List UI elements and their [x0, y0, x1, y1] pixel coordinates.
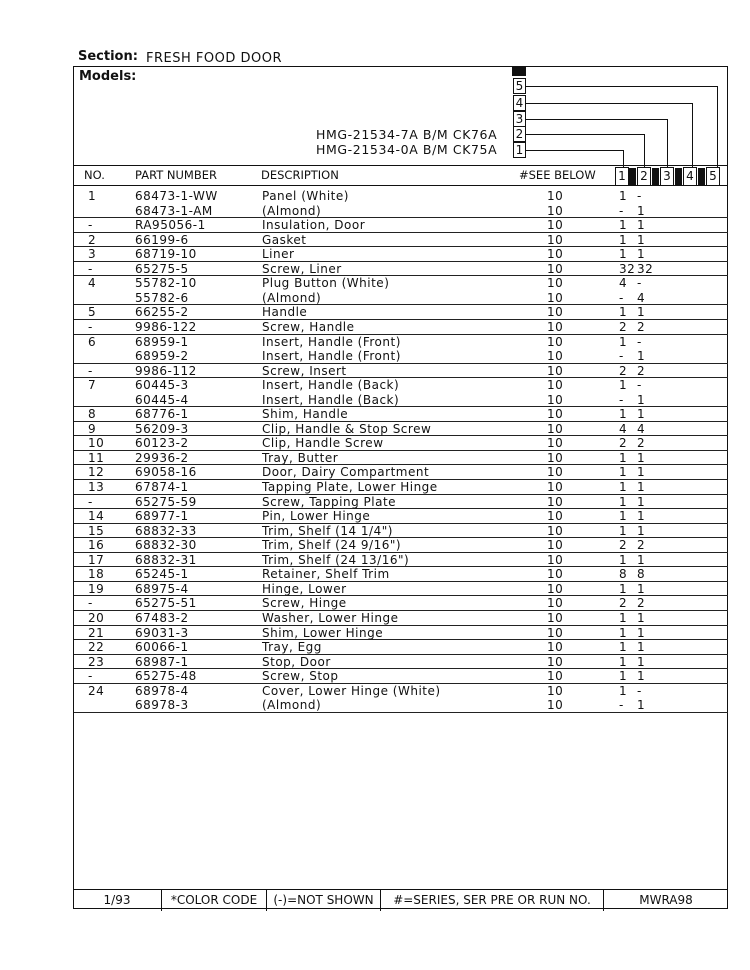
description: Shim, Handle	[262, 407, 349, 422]
table-row	[74, 509, 728, 524]
series-box-5: 5	[513, 78, 526, 94]
item-number: 2	[88, 232, 97, 247]
header-bottom-rule	[74, 185, 728, 186]
table-row	[74, 538, 728, 553]
table-row	[74, 451, 728, 466]
series-2-qty: 1	[637, 349, 646, 364]
series-1-qty: 4	[619, 421, 628, 436]
series-2-qty: 1	[637, 581, 646, 596]
series-1-qty: 2	[619, 319, 628, 334]
series-2-qty: 1	[637, 392, 646, 407]
part-number: 55782-6	[135, 290, 189, 305]
description: Stop, Door	[262, 654, 331, 669]
item-number: 3	[88, 247, 97, 262]
series-2-qty: 8	[637, 567, 646, 582]
table-row	[74, 218, 728, 233]
see-below: 10	[547, 465, 564, 480]
footer-bar	[73, 889, 728, 911]
see-below: 10	[547, 218, 564, 233]
see-below: 10	[547, 480, 564, 494]
see-below: 10	[547, 509, 564, 524]
table-row	[74, 655, 728, 670]
description: Screw, Tapping Plate	[262, 494, 397, 509]
series-1-qty: 1	[619, 218, 628, 233]
footer-series-note: #=SERIES, SER PRE OR RUN NO.	[381, 890, 604, 911]
series-1-qty: -	[619, 290, 624, 305]
part-number: 68978-3	[135, 698, 189, 713]
series-2-qty: 1	[637, 640, 646, 655]
part-number: 68776-1	[135, 407, 189, 422]
see-below: 10	[547, 378, 564, 393]
series-2-qty: 4	[637, 290, 646, 305]
series-2-qty: 2	[637, 363, 646, 378]
item-number: 8	[88, 407, 97, 422]
description: Retainer, Shelf Trim	[262, 567, 390, 582]
table-row	[74, 626, 728, 641]
item-number: 15	[88, 523, 105, 538]
series-2-qty: -	[637, 334, 642, 349]
series-2-qty: 32	[637, 261, 654, 276]
models-label: Models:	[79, 69, 137, 84]
section-title: FRESH FOOD DOOR	[146, 51, 282, 66]
series-1-qty: 1	[619, 465, 628, 480]
item-number: 23	[88, 654, 105, 669]
table-row	[74, 524, 728, 539]
part-number: 68719-10	[135, 247, 197, 262]
table-row	[74, 393, 728, 408]
series-2-qty: 1	[637, 625, 646, 640]
table-row	[74, 262, 728, 277]
part-number: 68959-1	[135, 334, 189, 349]
table-row	[74, 596, 728, 611]
table-row	[74, 247, 728, 262]
item-number: 17	[88, 552, 105, 567]
description: Trim, Shelf (14 1/4")	[262, 523, 393, 538]
series-2-qty: 2	[637, 538, 646, 553]
series-column-divider	[675, 168, 682, 185]
part-number: 68977-1	[135, 509, 189, 524]
description: Screw, Hinge	[262, 596, 347, 611]
table-row	[74, 364, 728, 379]
series-1-qty: 2	[619, 596, 628, 611]
table-row	[74, 669, 728, 684]
series-2-qty: 1	[637, 494, 646, 509]
series-1-qty: 1	[619, 625, 628, 640]
series-2-qty: -	[637, 276, 642, 291]
series-1-qty: 1	[619, 450, 628, 465]
series-1-qty: 1	[619, 610, 628, 625]
series-1-qty: 4	[619, 276, 628, 291]
see-below: 10	[547, 538, 564, 553]
series-2-qty: 1	[637, 407, 646, 422]
description: (Almond)	[262, 203, 322, 218]
part-number: 66255-2	[135, 305, 189, 320]
series-box-3: 3	[513, 111, 526, 127]
description: Insulation, Door	[262, 218, 366, 233]
series-column-2: 2	[637, 167, 651, 186]
series-2-qty: 1	[637, 669, 646, 684]
series-2-qty: 1	[637, 232, 646, 247]
table-row	[74, 465, 728, 480]
table-row	[74, 553, 728, 568]
see-below: 10	[547, 276, 564, 291]
description: Screw, Insert	[262, 363, 347, 378]
see-below: 10	[547, 392, 564, 407]
series-2-qty: 2	[637, 596, 646, 611]
part-number: 65275-59	[135, 494, 197, 509]
series-1-qty: 1	[619, 654, 628, 669]
table-row	[74, 698, 728, 713]
item-number: -	[88, 363, 93, 378]
part-number: 68832-30	[135, 538, 197, 553]
part-number: 68978-4	[135, 683, 189, 698]
see-below: 10	[547, 363, 564, 378]
series-1-qty: 1	[619, 494, 628, 509]
part-number: 56209-3	[135, 421, 189, 436]
description: Clip, Handle & Stop Screw	[262, 421, 432, 436]
see-below: 10	[547, 232, 564, 247]
description: Panel (White)	[262, 189, 349, 203]
see-below: 10	[547, 319, 564, 334]
column-header-see-below: #SEE BELOW	[519, 168, 596, 182]
part-number: 68473-1-WW	[135, 189, 218, 203]
series-1-qty: 1	[619, 378, 628, 393]
table-row	[74, 640, 728, 655]
description: Trim, Shelf (24 13/16")	[262, 552, 410, 567]
series-1-qty: 1	[619, 581, 628, 596]
see-below: 10	[547, 698, 564, 713]
part-number: 60445-3	[135, 378, 189, 393]
series-1-qty: -	[619, 349, 624, 364]
part-number: 68832-31	[135, 552, 197, 567]
series-2-qty: 1	[637, 610, 646, 625]
series-1-qty: 8	[619, 567, 628, 582]
see-below: 10	[547, 596, 564, 611]
series-1-qty: 1	[619, 669, 628, 684]
description: Door, Dairy Compartment	[262, 465, 430, 480]
header-top-rule	[74, 165, 728, 166]
description: Tray, Egg	[262, 640, 322, 655]
item-number: -	[88, 319, 93, 334]
description: Insert, Handle (Back)	[262, 392, 400, 407]
series-column-divider	[629, 168, 636, 185]
description: Cover, Lower Hinge (White)	[262, 683, 441, 698]
item-number: 10	[88, 436, 105, 451]
series-1-qty: 1	[619, 334, 628, 349]
description: Tray, Butter	[262, 450, 339, 465]
model-line-1: HMG-21534-7A B/M CK76A	[316, 127, 498, 142]
description: Insert, Handle (Front)	[262, 349, 401, 364]
series-1-qty: -	[619, 392, 624, 407]
item-number: 9	[88, 421, 97, 436]
series-2-qty: 1	[637, 450, 646, 465]
series-1-qty: 32	[619, 261, 636, 276]
description: Gasket	[262, 232, 307, 247]
series-1-qty: 2	[619, 538, 628, 553]
footer-color-code: *COLOR CODE	[162, 890, 267, 911]
table-row	[74, 611, 728, 626]
description: Washer, Lower Hinge	[262, 610, 399, 625]
item-number: 14	[88, 509, 105, 524]
series-2-qty: 2	[637, 436, 646, 451]
series-2-qty: 1	[637, 523, 646, 538]
description: Clip, Handle Screw	[262, 436, 384, 451]
see-below: 10	[547, 261, 564, 276]
series-2-qty: -	[637, 189, 642, 203]
item-number: 18	[88, 567, 105, 582]
part-number: 68832-33	[135, 523, 197, 538]
item-number: 19	[88, 581, 105, 596]
part-number: 67874-1	[135, 480, 189, 494]
item-number: 4	[88, 276, 97, 291]
description: Screw, Liner	[262, 261, 342, 276]
series-column-divider	[652, 168, 659, 185]
part-number: 29936-2	[135, 450, 189, 465]
series-1-qty: 1	[619, 509, 628, 524]
item-number: 24	[88, 683, 105, 698]
series-2-qty: 1	[637, 552, 646, 567]
see-below: 10	[547, 610, 564, 625]
see-below: 10	[547, 349, 564, 364]
section-label: Section:	[78, 49, 138, 64]
item-number: 5	[88, 305, 97, 320]
series-2-qty: 1	[637, 247, 646, 262]
column-header-no: NO.	[84, 168, 105, 182]
series-1-qty: 1	[619, 552, 628, 567]
description: Tapping Plate, Lower Hinge	[262, 480, 438, 494]
see-below: 10	[547, 290, 564, 305]
series-column-3: 3	[660, 167, 674, 186]
series-2-qty: 1	[637, 465, 646, 480]
part-number: 68959-2	[135, 349, 189, 364]
part-number: 68975-4	[135, 581, 189, 596]
series-1-qty: 1	[619, 683, 628, 698]
see-below: 10	[547, 436, 564, 451]
footer-date: 1/93	[73, 890, 162, 911]
series-1-qty: 1	[619, 480, 628, 494]
table-row	[74, 204, 728, 219]
item-number: 6	[88, 334, 97, 349]
series-1-qty: 1	[619, 640, 628, 655]
series-1-qty: 1	[619, 407, 628, 422]
item-number: -	[88, 261, 93, 276]
see-below: 10	[547, 669, 564, 684]
series-1-qty: 2	[619, 436, 628, 451]
series-1-qty: -	[619, 698, 624, 713]
series-box-2: 2	[513, 126, 526, 142]
see-below: 10	[547, 450, 564, 465]
series-2-qty: 1	[637, 305, 646, 320]
series-1-qty: 1	[619, 189, 628, 203]
see-below: 10	[547, 247, 564, 262]
description: Pin, Lower Hinge	[262, 509, 371, 524]
part-number: 65275-5	[135, 261, 189, 276]
description: Trim, Shelf (24 9/16")	[262, 538, 402, 553]
part-number: 65275-48	[135, 669, 197, 684]
column-header-description: DESCRIPTION	[261, 168, 339, 182]
part-number: 65245-1	[135, 567, 189, 582]
table-row	[74, 422, 728, 437]
item-number: 11	[88, 450, 105, 465]
table-row	[74, 684, 728, 699]
description: Liner	[262, 247, 295, 262]
description: Handle	[262, 305, 308, 320]
series-1-qty: 2	[619, 363, 628, 378]
item-number: -	[88, 596, 93, 611]
series-1-qty: 1	[619, 523, 628, 538]
table-row	[74, 480, 728, 495]
item-number: 7	[88, 378, 97, 393]
series-2-qty: 2	[637, 319, 646, 334]
series-column-5: 5	[706, 167, 720, 186]
table-row	[74, 582, 728, 597]
description: Insert, Handle (Back)	[262, 378, 400, 393]
series-2-qty: 1	[637, 480, 646, 494]
part-number: 68987-1	[135, 654, 189, 669]
series-column-divider	[698, 168, 705, 185]
part-number: 69031-3	[135, 625, 189, 640]
series-1-qty: 1	[619, 232, 628, 247]
table-row	[74, 436, 728, 451]
series-2-qty: 1	[637, 509, 646, 524]
series-1-qty: -	[619, 203, 624, 218]
series-1-qty: 1	[619, 305, 628, 320]
table-row	[74, 320, 728, 335]
item-number: 20	[88, 610, 105, 625]
description: Screw, Handle	[262, 319, 355, 334]
series-2-qty: 1	[637, 654, 646, 669]
table-row	[74, 567, 728, 582]
series-column-1: 1	[615, 167, 629, 186]
see-below: 10	[547, 407, 564, 422]
see-below: 10	[547, 567, 564, 582]
series-2-qty: 4	[637, 421, 646, 436]
see-below: 10	[547, 494, 564, 509]
item-number: 13	[88, 480, 105, 494]
series-2-qty: -	[637, 683, 642, 698]
series-box-1: 1	[513, 142, 526, 158]
part-number: 68473-1-AM	[135, 203, 213, 218]
series-box-4: 4	[513, 95, 526, 111]
see-below: 10	[547, 305, 564, 320]
footer-document-code: MWRA98	[639, 893, 693, 907]
see-below: 10	[547, 640, 564, 655]
series-column-4: 4	[683, 167, 697, 186]
description: (Almond)	[262, 698, 322, 713]
see-below: 10	[547, 581, 564, 596]
series-1-qty: 1	[619, 247, 628, 262]
see-below: 10	[547, 421, 564, 436]
see-below: 10	[547, 683, 564, 698]
table-row	[74, 349, 728, 364]
table-row	[74, 305, 728, 320]
part-number: 67483-2	[135, 610, 189, 625]
part-number: 9986-122	[135, 319, 197, 334]
see-below: 10	[547, 625, 564, 640]
see-below: 10	[547, 552, 564, 567]
item-number: -	[88, 669, 93, 684]
series-2-qty: 1	[637, 698, 646, 713]
part-number: 66199-6	[135, 232, 189, 247]
item-number: 21	[88, 625, 105, 640]
see-below: 10	[547, 189, 564, 203]
see-below: 10	[547, 334, 564, 349]
table-row	[74, 407, 728, 422]
table-row	[74, 378, 728, 393]
table-row	[74, 276, 728, 291]
part-number: 65275-51	[135, 596, 197, 611]
description: (Almond)	[262, 290, 322, 305]
series-box-marker	[512, 66, 526, 76]
table-row	[74, 233, 728, 248]
series-2-qty: 1	[637, 218, 646, 233]
part-number: 69058-16	[135, 465, 197, 480]
column-header-part-number: PART NUMBER	[135, 168, 217, 182]
model-line-2: HMG-21534-0A B/M CK75A	[316, 142, 498, 157]
description: Insert, Handle (Front)	[262, 334, 401, 349]
item-number: -	[88, 494, 93, 509]
see-below: 10	[547, 203, 564, 218]
part-number: 60445-4	[135, 392, 189, 407]
table-row	[74, 291, 728, 306]
table-row	[74, 189, 728, 204]
item-number: -	[88, 218, 93, 233]
description: Plug Button (White)	[262, 276, 390, 291]
item-number: 1	[88, 189, 97, 203]
table-row	[74, 335, 728, 350]
description: Hinge, Lower	[262, 581, 347, 596]
part-number: RA95056-1	[135, 218, 206, 233]
part-number: 60066-1	[135, 640, 189, 655]
series-2-qty: 1	[637, 203, 646, 218]
description: Shim, Lower Hinge	[262, 625, 384, 640]
series-2-qty: -	[637, 378, 642, 393]
item-number: 22	[88, 640, 105, 655]
see-below: 10	[547, 523, 564, 538]
see-below: 10	[547, 654, 564, 669]
item-number: 12	[88, 465, 105, 480]
footer-not-shown: (-)=NOT SHOWN	[267, 890, 381, 911]
part-number: 55782-10	[135, 276, 197, 291]
table-row	[74, 495, 728, 510]
description: Screw, Stop	[262, 669, 339, 684]
part-number: 60123-2	[135, 436, 189, 451]
item-number: 16	[88, 538, 105, 553]
part-number: 9986-112	[135, 363, 197, 378]
